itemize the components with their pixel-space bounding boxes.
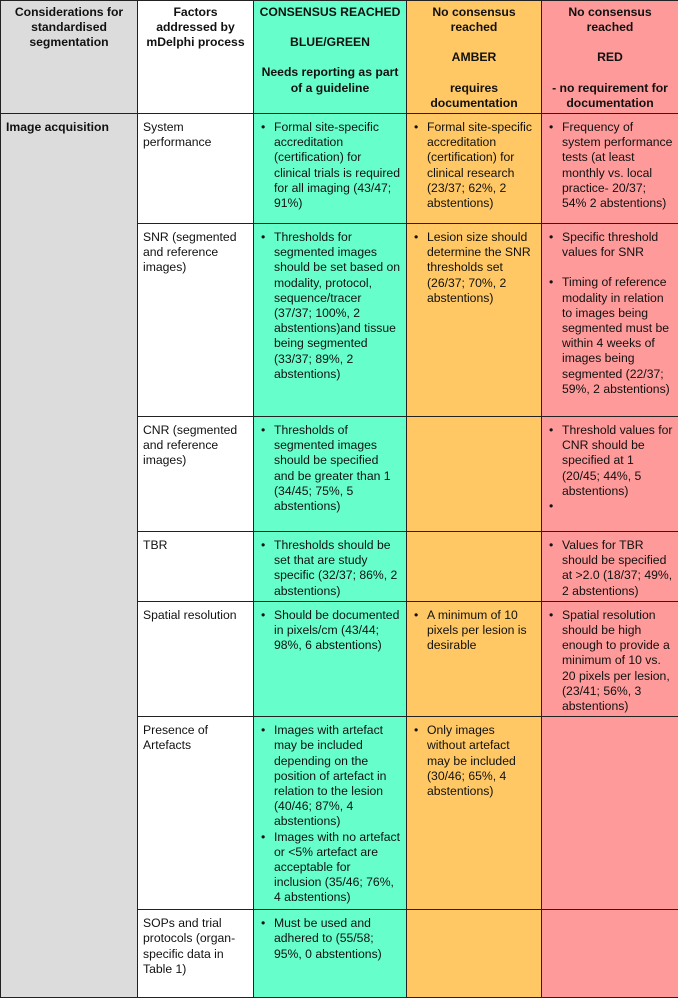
factor-spatial-resolution: Spatial resolution bbox=[138, 601, 254, 716]
amber-cell bbox=[407, 532, 542, 602]
category-image-acquisition: Image acquisition bbox=[1, 114, 138, 998]
red-cell bbox=[542, 417, 678, 532]
consensus-cell bbox=[254, 114, 407, 224]
factor-tbr: TBR bbox=[138, 532, 254, 602]
list-item: • Images with no artefact or <5% artefact are acceptable for inclusion (35/46; 76%, 4 abstentions) bbox=[259, 830, 401, 906]
header-considerations: Considerations for standardised segmentation bbox=[1, 1, 138, 114]
red-cell bbox=[542, 114, 678, 224]
list-item: • Values for TBR should be specified at >2.0 (18/37; 49%, 2 abstentions) bbox=[547, 538, 673, 599]
amber-cell bbox=[407, 910, 542, 998]
list-item: • Only images without artefact may be included (30/46; 65%, 4 abstentions) bbox=[412, 723, 536, 799]
red-cell bbox=[542, 910, 678, 998]
header-red bbox=[542, 1, 678, 114]
header-consensus-title: CONSENSUS REACHED bbox=[259, 5, 401, 20]
amber-cell bbox=[407, 601, 542, 716]
list-item: • Thresholds for segmented images should be set based on modality, protocol, sequence/tracer (37/37; 100%, 2 abstentions)and tissue being segmented (33/37; 89%, 2 abstentions) bbox=[259, 230, 401, 382]
amber-cell bbox=[407, 717, 542, 910]
red-cell bbox=[542, 601, 678, 716]
header-amber-title: No consensus reached bbox=[412, 5, 536, 35]
list-item: • Formal site-specific accreditation (certification) for clinical trials is required for all imaging (43/47; 91%) bbox=[259, 120, 401, 211]
header-consensus bbox=[254, 1, 407, 114]
factor-system-performance: System performance bbox=[138, 114, 254, 224]
table-row bbox=[1, 114, 678, 224]
list-item: • Images with artefact may be included depending on the position of artefact in relation to the lesion (40/46; 87%, 4 abstentions) bbox=[259, 723, 401, 829]
list-item: • Thresholds of segmented images should be specified and be greater than 1 (34/45; 75%, 5 abstentions) bbox=[259, 423, 401, 514]
factor-cnr: CNR (segmented and reference images) bbox=[138, 417, 254, 532]
amber-cell bbox=[407, 417, 542, 532]
factor-snr: SNR (segmented and reference images) bbox=[138, 224, 254, 417]
header-row bbox=[1, 1, 678, 114]
consensus-cell bbox=[254, 601, 407, 716]
list-item: • Specific threshold values for SNR bbox=[547, 230, 673, 260]
list-item: • Frequency of system performance tests (at least monthly vs. local practice- 20/37; 54% 2 abstentions) bbox=[547, 120, 673, 211]
header-factors: Factors addressed by mDelphi process bbox=[138, 1, 254, 114]
consensus-cell bbox=[254, 417, 407, 532]
list-item: • Threshold values for CNR should be specified at 1 (20/45; 44%, 5 abstentions) bbox=[547, 423, 673, 499]
consensus-cell bbox=[254, 717, 407, 910]
list-item: • Timing of reference modality in relation to images being segmented must be within 4 weeks of images being segmented (22/37; 59%, 2 abstentions) bbox=[547, 275, 673, 397]
header-amber-color: AMBER bbox=[412, 50, 536, 65]
header-amber-desc: requires documentation bbox=[412, 81, 536, 111]
list-item: • A minimum of 10 pixels per lesion is desirable bbox=[412, 608, 536, 654]
list-item: • Should be documented in pixels/cm (43/44; 98%, 6 abstentions) bbox=[259, 608, 401, 654]
header-red-title: No consensus reached bbox=[547, 5, 673, 35]
list-item: • Lesion size should determine the SNR thresholds set (26/37; 70%, 2 abstentions) bbox=[412, 230, 536, 306]
consensus-cell bbox=[254, 910, 407, 998]
red-cell bbox=[542, 717, 678, 910]
header-consensus-color: BLUE/GREEN bbox=[259, 35, 401, 50]
red-cell bbox=[542, 532, 678, 602]
list-item: • Must be used and adhered to (55/58; 95%, 0 abstentions) bbox=[259, 916, 401, 962]
amber-cell bbox=[407, 224, 542, 417]
list-item: • Thresholds should be set that are study specific (32/37; 86%, 2 abstentions) bbox=[259, 538, 401, 599]
header-red-color: RED bbox=[547, 50, 673, 65]
factor-artefacts: Presence of Artefacts bbox=[138, 717, 254, 910]
amber-cell bbox=[407, 114, 542, 224]
consensus-cell bbox=[254, 532, 407, 602]
factor-sops: SOPs and trial protocols (organ-specific data in Table 1) bbox=[138, 910, 254, 998]
red-cell bbox=[542, 224, 678, 417]
consensus-cell bbox=[254, 224, 407, 417]
header-red-desc: - no requirement for documentation bbox=[547, 81, 673, 111]
list-item bbox=[547, 499, 673, 514]
header-amber bbox=[407, 1, 542, 114]
list-item: • Spatial resolution should be high enough to provide a minimum of 10 vs. 20 pixels per lesion, (23/41; 56%, 3 abstentions) bbox=[547, 608, 673, 714]
header-consensus-desc: Needs reporting as part of a guideline bbox=[259, 65, 401, 95]
list-item: • Formal site-specific accreditation (certification) for clinical research (23/37; 62%, 2 abstentions) bbox=[412, 120, 536, 211]
